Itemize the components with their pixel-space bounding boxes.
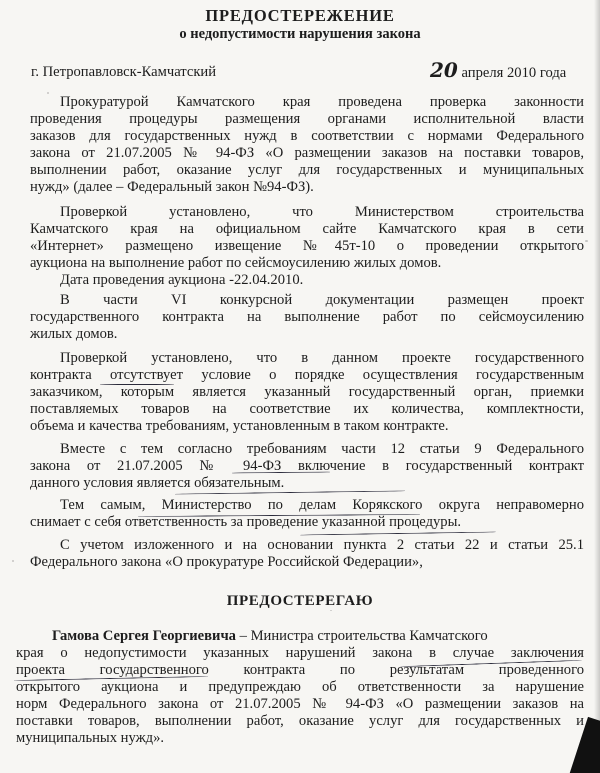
p9-first-line: [52, 628, 488, 645]
p6-line: данного условия является обязательным.: [30, 475, 285, 491]
p9-line: проекта государственного контракта по результатам проведенного: [16, 662, 584, 678]
p9-line: муниципальных нужд».: [16, 730, 165, 746]
p5-line: объема и качества требованиям, установленным в таком контракте.: [30, 418, 449, 434]
pen-underline: [300, 531, 496, 535]
person-name: Гамова Сергея Георгиевича: [52, 628, 236, 644]
p1-line: закона от 21.07.2005 № 94-ФЗ «О размещении заказов на поставки товаров,: [30, 145, 584, 161]
p1-line: заказов для государственных нужд в соответствии с нормами Федерального: [30, 128, 584, 144]
p3-line: Дата проведения аукциона -22.04.2010.: [60, 272, 304, 288]
scan-speck: [585, 240, 588, 242]
p9-line: норм Федерального закона от 21.07.2005 № 94-ФЗ «О размещении заказов на: [16, 696, 584, 712]
p5-line: Проверкой установлено, что в данном проекте государственного: [60, 350, 584, 366]
p4-line: государственного контракта на выполнение работ по сейсмоусилению: [30, 309, 584, 325]
scan-speck: [12, 560, 14, 562]
p5-line: поставляемых товаров на соответствие их количества, комплектности,: [30, 401, 584, 417]
p9-line: – Министра строительства Камчатского: [239, 628, 488, 644]
p1-line: проведения процедуры размещения органами исполнительной власти: [30, 111, 584, 127]
warning-heading: ПРЕДОСТЕРЕГАЮ: [226, 593, 374, 609]
p2-line: Проверкой установлено, что Министерством строительства: [60, 204, 584, 220]
p9-line: края о недопустимости указанных нарушений закона в случае заключения: [16, 645, 584, 661]
p1-line: Прокуратурой Камчатского края проведена проверка законности: [60, 94, 584, 110]
p1-line: выполнении работ, оказание услуг для государственных и муниципальных: [30, 162, 584, 178]
document-subtitle: о недопустимости нарушения закона: [179, 26, 421, 42]
p6-line: закона от 21.07.2005 № 94-ФЗ включение в государственный контракт: [30, 458, 584, 474]
scan-speck: [330, 610, 332, 611]
p5-line: контракта отсутствует условие о порядке осуществления государственным: [30, 367, 584, 383]
p6-line: Вместе с тем согласно требованиям части 12 статьи 9 Федерального: [60, 441, 584, 457]
date-rest: апреля 2010 года: [461, 65, 567, 81]
p7-line: снимает с себя ответственность за проведение указанной процедуры.: [30, 514, 462, 530]
p4-line: В части VI конкурсной документации размещен проект: [60, 292, 584, 308]
p2-line: аукциона на выполнение работ по сейсмоусилению жилых домов.: [30, 255, 442, 271]
document-title: ПРЕДОСТЕРЕЖЕНИЕ: [205, 6, 395, 25]
p2-line: Камчатского края на официальном сайте Камчатского края в сети: [30, 221, 584, 237]
p4-line: жилых домов.: [30, 326, 118, 342]
p9-line: поставки товаров, выполнении работ, оказание услуг для государственных и: [16, 713, 584, 729]
p9-line: открытого аукциона и предупреждаю об ответственности за нарушение: [16, 679, 584, 695]
place: г. Петропавловск-Камчатский: [31, 64, 217, 80]
p5-line: заказчиком, которым является указанный государственный орган, приемки: [30, 384, 584, 400]
p2-line: «Интернет» размещено извещение №45т-10 о проведении открытого: [30, 238, 584, 254]
scan-edge-shadow: [594, 0, 600, 773]
p8-line: Федерального закона «О прокуратуре Российской Федерации»,: [30, 554, 423, 570]
scan-speck: [47, 92, 49, 94]
p1-line: нужд» (далее – Федеральный закон №94-ФЗ).: [30, 179, 314, 195]
p7-line: Тем самым, Министерство по делам Корякского округа неправомерно: [60, 497, 584, 513]
pen-underline: [100, 384, 174, 385]
document-date: [430, 58, 567, 82]
p8-line: С учетом изложенного и на основании пункта 2 статьи 22 и статьи 25.1: [60, 537, 584, 553]
handwritten-day: 20: [430, 58, 458, 82]
